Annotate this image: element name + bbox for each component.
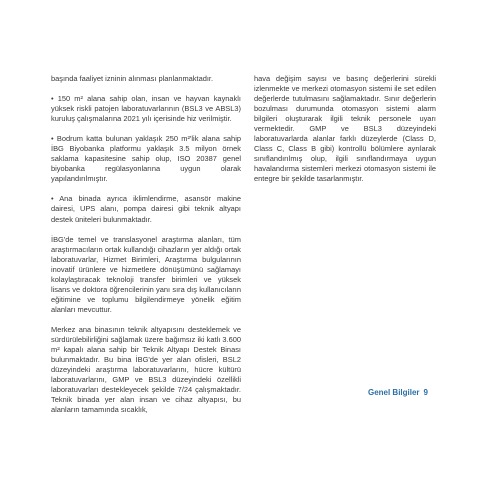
bullet-biobank: • Bodrum katta bulunan yaklaşık 250 m²'lik alana sahip İBG Biyobanka platformu yaklaşık 3.5 milyon örnek saklama kapasitesine sahip olup, ISO 20387 genel biyobanka regülasyonlarına uygun olarak yapılandırılmıştır. [51,134,241,184]
paragraph: başında faaliyet izninin alınması planlanmaktadır. [51,74,214,83]
paragraph: İBG'de temel ve translasyonel araştırma alanları, tüm araştırmacıların ortak kullandığı cihazların yer aldığı ortak laboratuvarlar, Hizmet Birimleri, Araştırma bulgularının inovatif ürünlere ve hizmetlere dönüşümünü sağlamayı kolaylaştıracak teknoloji transfer birimleri ve yüksek lisans ve doktora öğrencilerinin yanı sıra dış kullanıcıların eğitimine ve toplumu bilgilendirmeye yönelik eğitim alanları mevcuttur. [51,234,241,314]
section-title: Genel Bilgiler [367,388,420,397]
paragraph: Merkez ana binasının teknik altyapısını desteklemek ve sürdürülebilirliğini sağlamak üzere bağımsız iki katlı 3.600 m² kapalı alana sahip bir Teknik Altyapı Destek Binası bulunmaktadır. Bu bina İBG'de yer alan ofisleri, BSL2 düzeyindeki araştırma laboratuvarlarını, hücre kültürü laboratuvarlarını, GMP ve BSL3 düzeyindeki özellikli laboratuvarları destekleyecek şekilde 7/24 çalışmaktadır. Teknik binada yer alan insan ve cihaz altyapısı, bu alanların tamamında sıcaklık, [51,324,241,415]
page-number: 9 [423,388,428,397]
page-footer [368,388,428,397]
left-text-column [51,74,241,415]
bullet-bsl3: • 150 m² alana sahip olan, insan ve hayvan kaynaklı yüksek riskli patojen laboratuvarlarının (BSL3 ve ABSL3) kuruluş çalışmalarına 2021 yılı içerisinde hiz verilmiştir. [51,94,241,124]
bullet-technical-units: • Ana binada ayrıca iklimlendirme, asansör makine dairesi, UPS alanı, pompa dairesi gibi teknik altyapı destek üniteleri bulunmaktadır. [51,194,241,224]
paragraph: hava değişim sayısı ve basınç değerlerini sürekli izlenmekte ve merkezi otomasyon sistemi ile set edilen değerlerde tutulmasını sağlamaktadır. Sınır değerlerin bozulması durumunda otomasyon sistemi alarm bilgileri oluşturarak ilgili teknik personele uyarı vermektedir. GMP ve BSL3 düzeyindeki laboratuvarlarda alanlar farklı düzeylerde (Class D, Class C, Class B gibi) kontrollü bölümlere ayrılarak sınıflandırılmış olup, ilgili sınıflandırmaya uygun havalandırma sistemleri merkezi otomasyon sistemi ile entegre bir şekilde tasarlanmıştır. [254,74,436,184]
right-text-column [254,74,436,185]
